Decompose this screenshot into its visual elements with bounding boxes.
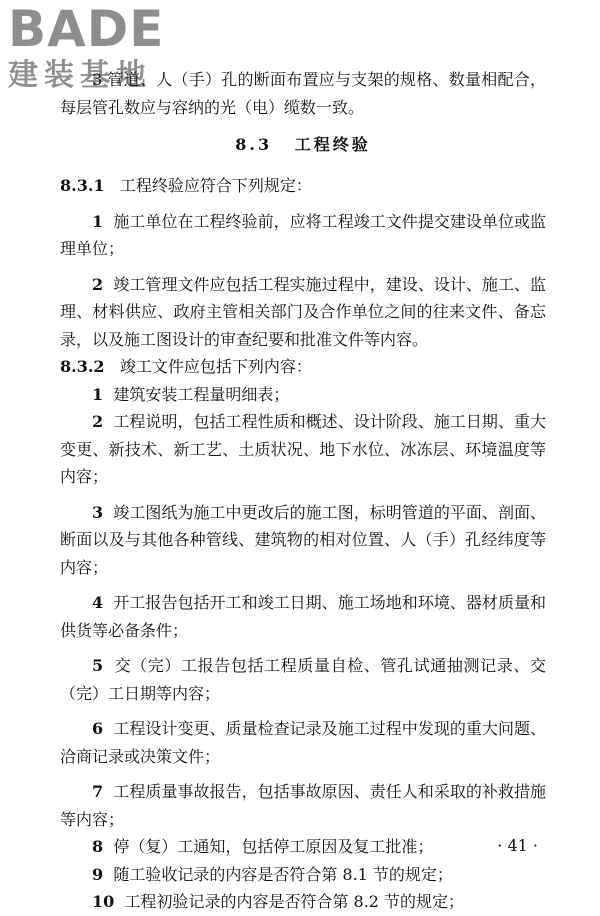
clause-text: 竣工文件应包括下列内容： [119,357,312,376]
item-number: 2 [92,274,104,294]
list-item [60,381,546,409]
item-text: 工程说明，包括工程性质和概述、设计阶段、施工日期、重大变更、新技术、新工艺、土质状况、地下水位、冰冻层、环境温度等内容； [60,412,546,486]
item-text: 开工报告包括开工和竣工日期、施工场地和环境、器材质量和供货等必备条件； [60,593,546,640]
list-item [60,499,546,582]
item-number: 5 [92,656,104,675]
item-number: 1 [92,384,104,404]
item-text: 工程设计变更、质量检查记录及施工过程中发现的重大问题、洽商记录或决策文件； [60,719,546,766]
list-item [60,589,546,644]
list-item [60,408,546,491]
item-text: 竣工管理文件应包括工程实施过程中，建设、设计、施工、监理、材料供应、政府主管相关部门及合作单位之间的往来文件、备忘录，以及施工图设计的审查纪要和批准文件等内容。 [60,274,546,349]
section-number: 8.3 [235,135,273,154]
list-item [60,888,546,916]
item-number: 4 [92,593,104,612]
section-heading [60,132,546,155]
section-title: 工程终验 [294,135,371,154]
item-number: 7 [92,782,104,801]
clause-8-3-2 [60,353,546,381]
item-number: 8 [92,837,104,856]
section-body [60,172,546,916]
clause-text: 工程终验应符合下列规定： [119,176,312,195]
clause-number: 8.3.2 [60,357,105,376]
list-item [60,778,546,833]
clause-8-3-1 [60,172,546,200]
list-item [60,861,546,889]
item-number: 10 [92,892,115,911]
item-text: 工程初验记录的内容是否符合第 8.2 节的规定； [124,892,465,911]
page-number: · 41 · [497,836,538,855]
item-text: 随工验收记录的内容是否符合第 8.1 节的规定； [113,864,453,884]
clause-number: 8.3.1 [60,176,105,195]
item-text: 停（复）工通知，包括停工原因及复工批准； [113,837,434,856]
item-text: 竣工图纸为施工中更改后的施工图，标明管道的平面、剖面、断面以及与其他各种管线、建筑物的相对位置、人（手）孔经纬度等内容； [60,502,546,577]
list-item [60,208,546,263]
continued-paragraph: 3 管道、人（手）孔的断面布置应与支架的规格、数量相配合，每层管孔数应与容纳的光（电）缆数一致。 [60,70,546,117]
list-item [60,833,546,861]
list-item [60,271,546,354]
item-number: 9 [92,864,104,884]
item-number: 2 [92,412,104,431]
item-number: 3 [92,502,104,522]
list-item [60,652,546,707]
item-text: 施工单位在工程终验前，应将工程竣工文件提交建设单位或监理单位； [60,211,546,258]
logo-wordmark: BADE [8,0,165,58]
item-number: 6 [92,719,104,738]
item-text: 建筑安装工程量明细表； [113,384,290,404]
item-text: 交（完）工报告包括工程质量自检、管孔试通抽测记录、交（完）工日期等内容； [60,656,547,703]
list-item [60,715,546,770]
item-number: 1 [92,211,104,231]
item-text: 工程质量事故报告，包括事故原因、责任人和采取的补救措施等内容； [60,782,546,829]
logo-subtitle: 建装基地 [8,58,152,93]
